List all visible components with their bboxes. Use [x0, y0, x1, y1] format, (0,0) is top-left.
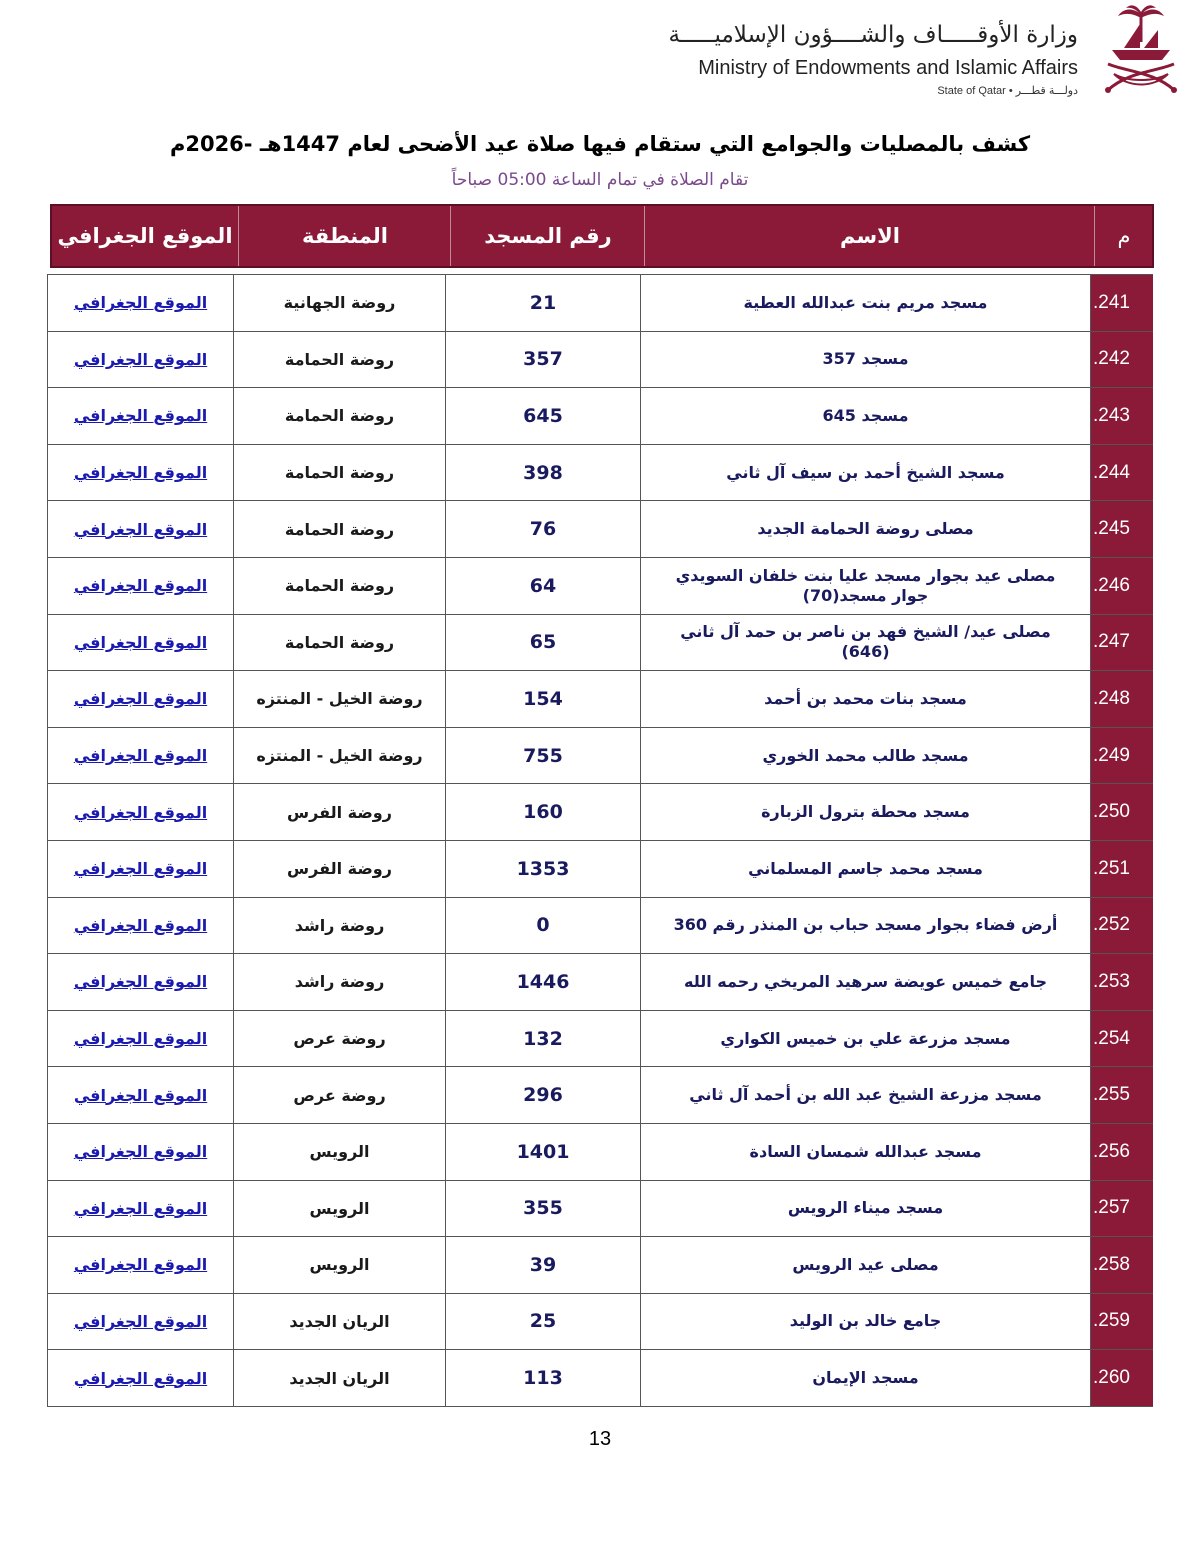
mosque-name-cell: [640, 388, 1090, 444]
mosque-name-cell: [640, 954, 1090, 1010]
mosque-name-cell: [640, 445, 1090, 501]
region-cell: الرويس: [309, 1142, 370, 1162]
mosque-number-cell: [445, 841, 640, 897]
region-cell: [233, 501, 445, 557]
mosque-number-cell: 64: [529, 574, 557, 597]
mosque-name-cell: [640, 1237, 1090, 1293]
location-cell: [47, 1181, 233, 1237]
table-row: [47, 841, 1153, 898]
document-title: كشف بالمصليات والجوامع التي ستقام فيها صلاة عيد الأضحى لعام 1447هـ -2026م: [169, 132, 1031, 156]
location-cell: [47, 1350, 233, 1406]
table-row: [47, 954, 1153, 1011]
location-link[interactable]: الموقع الجغرافي: [73, 576, 208, 596]
mosque-name-cell: مسجد بنات محمد بن أحمد: [764, 688, 967, 708]
region-cell: روضة الخيل - المنتزه: [256, 746, 423, 766]
row-index-cell: .246: [1093, 574, 1130, 596]
mosque-number-cell: [445, 671, 640, 727]
letterhead: [0, 0, 1200, 110]
mosque-name-cell: [640, 728, 1090, 784]
table-row: [47, 1237, 1153, 1294]
mosque-number-cell: 1353: [516, 857, 570, 880]
mosque-name-cell: مصلى عيد بجوار مسجد عليا بنت خلفان السويدي جوار مسجد(70): [675, 565, 1056, 605]
mosque-number-cell: [445, 501, 640, 557]
location-link[interactable]: الموقع الجغرافي: [73, 1198, 208, 1218]
location-link[interactable]: الموقع الجغرافي: [73, 746, 208, 766]
mosque-name-cell: مسجد محمد جاسم المسلماني: [748, 858, 983, 878]
mosque-name-cell: [640, 1124, 1090, 1180]
region-cell: [233, 841, 445, 897]
row-index-cell: [1090, 275, 1153, 331]
region-cell: روضة عرص: [293, 1029, 386, 1049]
location-cell: [47, 898, 233, 954]
location-link[interactable]: الموقع الجغرافي: [73, 632, 208, 652]
region-cell: الرويس: [309, 1198, 370, 1218]
mosque-number-cell: [445, 1011, 640, 1067]
table-row: [47, 332, 1153, 389]
region-cell: روضة راشد: [294, 915, 385, 935]
row-index-cell: .258: [1093, 1253, 1130, 1275]
region-cell: روضة الحمامة: [284, 632, 395, 652]
region-cell: [233, 1237, 445, 1293]
mosque-number-cell: [445, 388, 640, 444]
row-index-cell: [1090, 1294, 1153, 1350]
mosque-number-cell: 1446: [516, 970, 570, 993]
region-cell: [233, 1124, 445, 1180]
row-index-cell: .245: [1093, 518, 1130, 540]
location-cell: [47, 1124, 233, 1180]
row-index-cell: [1090, 558, 1153, 614]
location-link[interactable]: الموقع الجغرافي: [73, 689, 208, 709]
region-cell: [233, 728, 445, 784]
region-cell: روضة عرص: [293, 1085, 386, 1105]
mosque-name-cell: مسجد ميناء الرويس: [787, 1198, 944, 1218]
row-index-cell: .252: [1093, 914, 1130, 936]
mosque-number-cell: 645: [523, 404, 563, 427]
mosque-number-cell: 296: [523, 1084, 563, 1107]
region-cell: روضة الخيل - المنتزه: [256, 689, 423, 709]
table-row: [47, 728, 1153, 785]
mosque-number-cell: 39: [529, 1253, 557, 1276]
location-cell: [47, 671, 233, 727]
location-link[interactable]: الموقع الجغرافي: [73, 519, 208, 539]
mosque-number-cell: 21: [529, 291, 557, 314]
mosque-name-cell: [640, 615, 1090, 671]
table-header: [50, 204, 1154, 268]
mosque-number-cell: 755: [523, 744, 563, 767]
row-index-cell: [1090, 1181, 1153, 1237]
mosque-name-cell: مسجد محطة بترول الزبارة: [761, 802, 970, 822]
mosque-number-cell: 25: [529, 1310, 557, 1333]
mosque-number-cell: 113: [523, 1367, 563, 1390]
row-index-cell: .241: [1093, 291, 1130, 313]
mosque-name-cell: [640, 501, 1090, 557]
table-row: [47, 784, 1153, 841]
row-index-cell: [1090, 1124, 1153, 1180]
header-region: المنطقة: [238, 206, 451, 266]
row-index-cell: [1090, 728, 1153, 784]
region-cell: [233, 275, 445, 331]
location-cell: [47, 784, 233, 840]
location-link[interactable]: الموقع الجغرافي: [73, 1142, 208, 1162]
mosque-number-cell: [445, 558, 640, 614]
mosque-name-cell: مسجد مزرعة الشيخ عبد الله بن أحمد آل ثاني: [689, 1085, 1042, 1105]
location-cell: [47, 275, 233, 331]
location-link[interactable]: الموقع الجغرافي: [73, 406, 208, 426]
mosque-number-cell: 160: [523, 801, 563, 824]
mosque-name-cell: مسجد عبدالله شمسان السادة: [749, 1141, 982, 1161]
row-index-cell: .248: [1093, 687, 1130, 709]
table-row: [47, 1011, 1153, 1068]
region-cell: [233, 1294, 445, 1350]
mosque-name-cell: [640, 841, 1090, 897]
table-row: [47, 671, 1153, 728]
row-index-cell: [1090, 501, 1153, 557]
ministry-name-english: Ministry of Endowments and Islamic Affairs: [698, 57, 1078, 79]
mosque-name-cell: [640, 1011, 1090, 1067]
mosque-number-cell: [445, 784, 640, 840]
mosque-name-cell: [640, 671, 1090, 727]
mosque-name-cell: مسجد مريم بنت عبدالله العطية: [743, 292, 988, 312]
row-index-cell: .249: [1093, 744, 1130, 766]
region-cell: روضة راشد: [294, 972, 385, 992]
location-cell: [47, 558, 233, 614]
mosque-name-cell: مصلى روضة الحمامة الجديد: [757, 519, 974, 539]
row-index-cell: [1090, 445, 1153, 501]
ministry-name-arabic: وزارة الأوقـــــاف والشــــؤون الإسلاميـــــة: [668, 22, 1078, 48]
location-link[interactable]: الموقع الجغرافي: [73, 1085, 208, 1105]
mosque-number-cell: [445, 1067, 640, 1123]
table-row: [47, 1294, 1153, 1351]
mosque-name-cell: [640, 275, 1090, 331]
row-index-cell: .242: [1093, 348, 1130, 370]
mosque-number-cell: [445, 728, 640, 784]
row-index-cell: [1090, 388, 1153, 444]
location-cell: [47, 332, 233, 388]
state-line: State of Qatar • دولـــة قطـــر: [937, 85, 1078, 97]
row-index-cell: .257: [1093, 1197, 1130, 1219]
table-row: [47, 274, 1153, 332]
location-link[interactable]: الموقع الجغرافي: [73, 293, 208, 313]
location-link[interactable]: الموقع الجغرافي: [73, 1255, 208, 1275]
header-location: الموقع الجغرافي: [57, 224, 233, 248]
mosque-name-cell: مسجد 645: [822, 405, 909, 425]
mosque-name-cell: [640, 898, 1090, 954]
row-index-cell: [1090, 1350, 1153, 1406]
location-cell: [47, 388, 233, 444]
row-index-cell: [1090, 615, 1153, 671]
region-cell: [233, 1011, 445, 1067]
region-cell: روضة الحمامة: [284, 519, 395, 539]
mosque-number-cell: 76: [529, 518, 557, 541]
mosque-name-cell: [640, 558, 1090, 614]
mosque-number-cell: 154: [523, 687, 563, 710]
mosque-name-cell: مسجد مزرعة علي بن خميس الكواري: [720, 1028, 1011, 1048]
region-cell: [233, 1181, 445, 1237]
region-cell: روضة الجهانية: [283, 293, 396, 313]
row-index-cell: [1090, 898, 1153, 954]
region-cell: الريان الجديد: [289, 1311, 390, 1331]
header-name: الاسم: [644, 206, 1095, 266]
mosque-number-cell: [445, 1350, 640, 1406]
row-index-cell: .254: [1093, 1027, 1130, 1049]
row-index-cell: .256: [1093, 1140, 1130, 1162]
table-row: [47, 1124, 1153, 1181]
mosque-number-cell: 0: [536, 914, 550, 937]
region-cell: [233, 388, 445, 444]
location-cell: [47, 1067, 233, 1123]
row-index-cell: .247: [1093, 631, 1130, 653]
table-row: [47, 388, 1153, 445]
mosque-number-cell: [445, 332, 640, 388]
location-cell: [47, 841, 233, 897]
location-cell: [47, 1011, 233, 1067]
mosque-number-cell: 357: [523, 348, 563, 371]
mosque-number-cell: 132: [523, 1027, 563, 1050]
table-row: [47, 898, 1153, 955]
table-body: [47, 274, 1153, 1407]
location-cell: [47, 1294, 233, 1350]
mosque-number-cell: 398: [523, 461, 563, 484]
mosque-name-cell: جامع خميس عويضة سرهيد المريخي رحمه الله: [684, 971, 1047, 991]
header-index: م: [1094, 206, 1153, 266]
row-index-cell: [1090, 332, 1153, 388]
region-cell: [233, 671, 445, 727]
mosque-number-cell: [445, 1124, 640, 1180]
document-subtitle: تقام الصلاة في تمام الساعة 05:00 صباحاً: [451, 170, 749, 190]
row-index-cell: .243: [1093, 404, 1130, 426]
row-index-cell: [1090, 1237, 1153, 1293]
location-link[interactable]: الموقع الجغرافي: [73, 859, 208, 879]
page-number: 13: [588, 1428, 612, 1450]
location-cell: [47, 615, 233, 671]
mosque-name-cell: [640, 1294, 1090, 1350]
mosque-number-cell: [445, 1237, 640, 1293]
mosque-number-cell: [445, 1294, 640, 1350]
region-cell: الريان الجديد: [289, 1368, 390, 1388]
header-number: رقم المسجد: [450, 206, 645, 266]
region-cell: روضة الحمامة: [284, 349, 395, 369]
location-link[interactable]: الموقع الجغرافي: [73, 972, 208, 992]
row-index-cell: [1090, 841, 1153, 897]
mosque-name-cell: جامع خالد بن الوليد: [789, 1311, 942, 1331]
table-row: [47, 1350, 1153, 1407]
table-row: [47, 1067, 1153, 1124]
location-cell: [47, 954, 233, 1010]
region-cell: روضة الفرس: [287, 802, 392, 822]
mosque-number-cell: [445, 275, 640, 331]
region-cell: [233, 1067, 445, 1123]
region-cell: [233, 1350, 445, 1406]
region-cell: [233, 558, 445, 614]
mosque-name-cell: مسجد الإيمان: [812, 1368, 919, 1388]
location-cell: [47, 501, 233, 557]
location-link[interactable]: الموقع الجغرافي: [73, 1029, 208, 1049]
mosque-name-cell: مسجد الشيخ أحمد بن سيف آل ثاني: [726, 462, 1005, 482]
mosque-number-cell: [445, 1181, 640, 1237]
location-link[interactable]: الموقع الجغرافي: [73, 463, 208, 483]
row-index-cell: .244: [1093, 461, 1130, 483]
table-row: [47, 615, 1153, 672]
location-link[interactable]: الموقع الجغرافي: [73, 802, 208, 822]
row-index-cell: [1090, 1067, 1153, 1123]
mosque-name-cell: [640, 1350, 1090, 1406]
mosque-name-cell: [640, 332, 1090, 388]
mosque-name-cell: [640, 1067, 1090, 1123]
region-cell: روضة الحمامة: [284, 576, 395, 596]
row-index-cell: [1090, 954, 1153, 1010]
region-cell: [233, 445, 445, 501]
row-index-cell: .260: [1093, 1367, 1130, 1389]
region-cell: [233, 954, 445, 1010]
row-index-cell: .250: [1093, 801, 1130, 823]
region-cell: روضة الفرس: [287, 859, 392, 879]
row-index-cell: .251: [1093, 857, 1130, 879]
mosque-number-cell: 1401: [516, 1140, 570, 1163]
location-link[interactable]: الموقع الجغرافي: [73, 1368, 208, 1388]
table-row: [47, 558, 1153, 615]
region-cell: [233, 898, 445, 954]
location-link[interactable]: الموقع الجغرافي: [73, 1311, 208, 1331]
location-link[interactable]: الموقع الجغرافي: [73, 915, 208, 935]
mosque-number-cell: [445, 445, 640, 501]
location-cell: [47, 445, 233, 501]
mosque-name-cell: [640, 1181, 1090, 1237]
region-cell: [233, 615, 445, 671]
row-index-cell: .253: [1093, 970, 1130, 992]
region-cell: [233, 784, 445, 840]
mosque-name-cell: مسجد طالب محمد الخوري: [762, 745, 969, 765]
row-index-cell: [1090, 784, 1153, 840]
table-row: [47, 1181, 1153, 1238]
qatar-emblem-icon: [1100, 2, 1182, 100]
row-index-cell: [1090, 1011, 1153, 1067]
row-index-cell: [1090, 671, 1153, 727]
mosque-number-cell: 355: [523, 1197, 563, 1220]
mosque-name-cell: مصلى عيد/ الشيخ فهد بن ناصر بن حمد آل ثاني (646): [680, 622, 1051, 662]
location-link[interactable]: الموقع الجغرافي: [73, 349, 208, 369]
location-cell: [47, 728, 233, 784]
region-cell: [233, 332, 445, 388]
mosque-name-cell: أرض فضاء بجوار مسجد حباب بن المنذر رقم 360: [673, 915, 1058, 935]
mosque-number-cell: [445, 898, 640, 954]
region-cell: روضة الحمامة: [284, 406, 395, 426]
row-index-cell: .255: [1093, 1084, 1130, 1106]
row-index-cell: .259: [1093, 1310, 1130, 1332]
table-row: [47, 501, 1153, 558]
table-row: [47, 445, 1153, 502]
mosque-name-cell: مسجد 357: [822, 349, 909, 369]
mosque-number-cell: 65: [529, 631, 557, 654]
region-cell: روضة الحمامة: [284, 463, 395, 483]
mosque-number-cell: [445, 954, 640, 1010]
mosque-name-cell: مصلى عيد الرويس: [792, 1254, 939, 1274]
mosque-number-cell: [445, 615, 640, 671]
region-cell: الرويس: [309, 1255, 370, 1275]
mosque-name-cell: [640, 784, 1090, 840]
location-cell: [47, 1237, 233, 1293]
